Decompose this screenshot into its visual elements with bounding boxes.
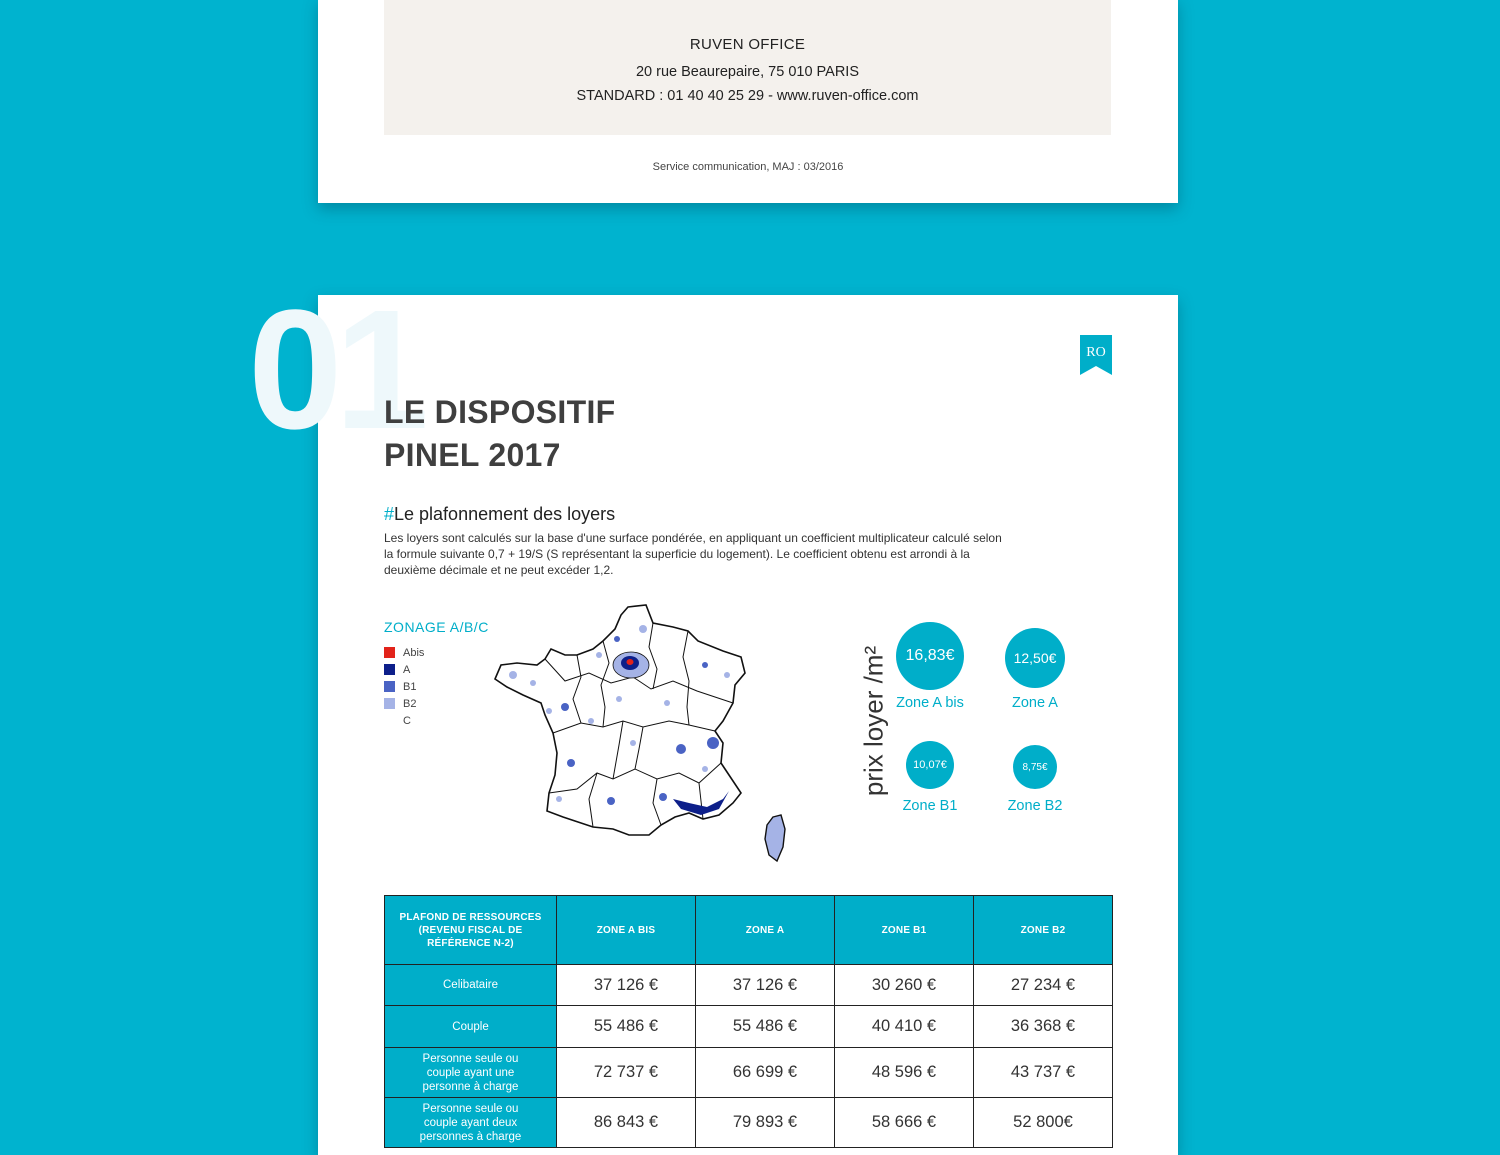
table-row [385, 1098, 1113, 1148]
section-subtitle [384, 504, 615, 525]
table-cell: 79 893 € [696, 1098, 835, 1148]
legend-swatch [384, 715, 395, 726]
table-cell: 72 737 € [557, 1048, 696, 1098]
table-cell: 86 843 € [557, 1098, 696, 1148]
prix-loyer-label [859, 626, 889, 816]
price-bubble: 10,07€ [906, 741, 954, 789]
table-cell: 52 800€ [974, 1098, 1113, 1148]
legend-item [384, 678, 424, 695]
zonage-legend [384, 644, 424, 729]
legend-item [384, 644, 424, 661]
table-cell: 37 126 € [696, 965, 835, 1006]
table-cell: 48 596 € [835, 1048, 974, 1098]
table-row [385, 1006, 1113, 1048]
legend-swatch [384, 647, 395, 658]
address-box [384, 0, 1111, 135]
corsica [765, 815, 785, 861]
page-title [384, 391, 615, 477]
company-address: 20 rue Beaurepaire, 75 010 PARIS [635, 64, 859, 80]
svg-text:RO: RO [1086, 345, 1106, 360]
table-cell: 27 234 € [974, 965, 1113, 1006]
table-header-row [385, 896, 1113, 965]
table-cell: 55 486 € [696, 1006, 835, 1048]
ruven-logo-icon [1080, 335, 1112, 375]
pinel-page [248, 275, 1178, 1155]
subtitle-hash: # [384, 504, 395, 524]
zonage-title: ZONAGE A/B/C [384, 619, 489, 635]
legend-label: Abis [403, 646, 425, 659]
company-standard: STANDARD : 01 40 40 25 29 - www.ruven-office.com [576, 88, 919, 104]
legend-item [384, 661, 424, 678]
price-zone-label: Zone A [1012, 695, 1058, 711]
price-bubble: 16,83€ [896, 622, 964, 690]
price-zone-label: Zone B1 [902, 798, 958, 814]
table-cell: 58 666 € [835, 1098, 974, 1148]
legend-label: B1 [403, 680, 417, 693]
plafond-table [384, 895, 1113, 1148]
table-header-cell: ZONE A BIS [557, 896, 696, 965]
footer-note: Service communication, MAJ : 03/2016 [652, 161, 844, 173]
price-bubble: 8,75€ [1013, 745, 1057, 789]
price-zone-label: Zone A bis [896, 695, 964, 711]
subtitle-text: Le plafonnement des loyers [394, 504, 616, 524]
table-header-cell: PLAFOND DE RESSOURCES (REVENU FISCAL DE RÉFÉRENCE N-2) [385, 896, 557, 965]
table-body [385, 965, 1113, 1148]
page-number-watermark: 01 [248, 275, 422, 465]
table-cell: 40 410 € [835, 1006, 974, 1048]
prix-loyer-text: prix loyer /m² [858, 645, 889, 797]
table-row-label: Couple [385, 1006, 557, 1048]
table-header-cell: ZONE B1 [835, 896, 974, 965]
price-bubble: 12,50€ [1005, 628, 1065, 688]
table-row-label: Celibataire [385, 965, 557, 1006]
table-cell: 37 126 € [557, 965, 696, 1006]
table-row [385, 965, 1113, 1006]
price-zone-label: Zone B2 [1007, 798, 1063, 814]
table-row [385, 1048, 1113, 1098]
table-header-cell: ZONE A [696, 896, 835, 965]
table-header-cell: ZONE B2 [974, 896, 1113, 965]
table-cell: 30 260 € [835, 965, 974, 1006]
legend-label: B2 [403, 697, 417, 710]
table-cell: 43 737 € [974, 1048, 1113, 1098]
title-line-1: LE DISPOSITIF [384, 394, 616, 430]
table-cell: 55 486 € [557, 1006, 696, 1048]
company-name: RUVEN OFFICE [689, 36, 806, 53]
paris-zone-abis [627, 659, 634, 665]
france-mainland [495, 605, 745, 835]
intro-paragraph: Les loyers sont calculés sur la base d'une surface pondérée, en appliquant un coefficient multiplicateur calculé selon la formule suivante 0,7 + 19/S (S représentant la superficie du logement). Le coefficient obtenu est arrondi à la deuxième décimale et ne peut excéder 1,2. [384, 531, 1002, 577]
legend-item [384, 712, 424, 729]
table-cell: 66 699 € [696, 1048, 835, 1098]
table-row-label: Personne seule ou couple ayant deux personnes à charge [385, 1098, 557, 1148]
table-cell: 36 368 € [974, 1006, 1113, 1048]
legend-label: A [403, 663, 411, 676]
legend-swatch [384, 664, 395, 675]
contact-page [318, 0, 1178, 203]
legend-item [384, 695, 424, 712]
france-zoning-map [493, 603, 793, 869]
title-line-2: PINEL 2017 [384, 437, 561, 473]
legend-swatch [384, 698, 395, 709]
legend-swatch [384, 681, 395, 692]
legend-label: C [403, 714, 411, 727]
table-row-label: Personne seule ou couple ayant une personne à charge [385, 1048, 557, 1098]
